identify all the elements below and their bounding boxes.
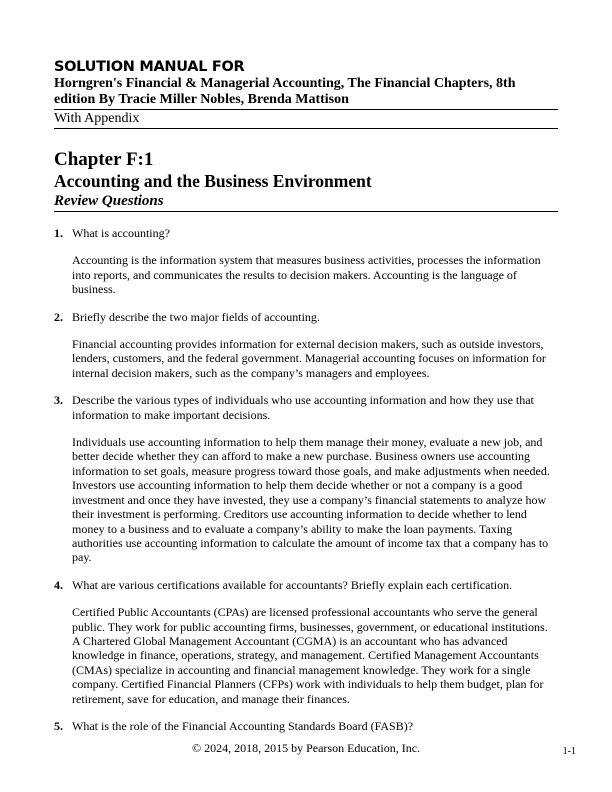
answer-text: Accounting is the information system that measures business activities, processes the information into reports, and communicates the results to decision makers. Accounting is the language of business. bbox=[72, 253, 541, 297]
copyright-notice: © 2024, 2018, 2015 by Pearson Education, Inc. bbox=[191, 741, 421, 755]
question-text: What is the role of the Financial Accounting Standards Board (FASB)? bbox=[72, 718, 414, 733]
document-header bbox=[54, 58, 558, 129]
question-text: What are various certifications available for accountants? Briefly explain each certification. bbox=[72, 577, 513, 592]
answer-text: Financial accounting provides information for external decision makers, such as outside investors, lenders, customers, and the federal government. Managerial accounting focuses on information for internal decision makers, such as the company’s managers and employees. bbox=[72, 337, 546, 380]
question-number: 3. bbox=[54, 393, 63, 408]
question-item bbox=[54, 226, 550, 297]
question-item bbox=[54, 310, 550, 381]
section-title: Review Questions bbox=[54, 193, 164, 209]
page-number: 1-1 bbox=[562, 746, 576, 757]
question-item bbox=[54, 578, 550, 706]
question-text: Briefly describe the two major fields of accounting. bbox=[72, 309, 320, 324]
question-text: What is accounting? bbox=[72, 226, 170, 240]
solution-manual-title: SOLUTION MANUAL FOR bbox=[54, 59, 245, 75]
chapter-heading bbox=[54, 149, 558, 212]
answer-text: Individuals use accounting information to help them manage their money, evaluate a new job, and better decide whether they can afford to make a new purchase. Business owners use accounting information to set goals, measure progress toward those goals, and make adjustments when needed. Investors use accounting information to help them decide whether or not a company is a good investment and once they have invested, they use a company’s financial statements to analyze how their investment is performing. Creditors use accounting information to decide whether to lend money to a business and to evaluate a company’s ability to make the loan payments. Taxing authorities use accounting information to calculate the amount of income tax that a company has to pay. bbox=[72, 435, 550, 565]
chapter-number: Chapter F:1 bbox=[54, 149, 154, 170]
appendix-divider bbox=[54, 128, 558, 129]
review-questions-list bbox=[54, 226, 550, 746]
question-number: 2. bbox=[54, 309, 63, 324]
question-number: 5. bbox=[54, 718, 63, 733]
answer-text: Certified Public Accountants (CPAs) are licensed professional accountants who serve the general public. They work for public accounting firms, businesses, government, or educational institutions. A Chartered Global Management Accountant (CGMA) is an accountant who has advanced knowledge in finance, operations, strategy, and management. Certified Management Accountants (CMAs) specialize in accounting and financial management knowledge. They work for a single company. Certified Financial Planners (CFPs) work with individuals to help them budget, plan for retirement, save for education, and manage their finances. bbox=[72, 605, 548, 706]
question-text: Describe the various types of individuals who use accounting information and how they use that information to make important decisions. bbox=[72, 393, 534, 422]
question-number: 1. bbox=[54, 226, 63, 240]
book-title-line-1: Horngren's Financial & Managerial Accounting, The Financial Chapters, 8th bbox=[54, 76, 516, 91]
section-divider bbox=[54, 211, 558, 212]
question-item bbox=[54, 719, 550, 733]
book-title-line-2: edition By Tracie Miller Nobles, Brenda Mattison bbox=[54, 92, 349, 107]
question-number: 4. bbox=[54, 577, 63, 592]
chapter-title: Accounting and the Business Environment bbox=[54, 171, 372, 191]
appendix-note: With Appendix bbox=[54, 111, 140, 126]
question-item bbox=[54, 393, 550, 564]
